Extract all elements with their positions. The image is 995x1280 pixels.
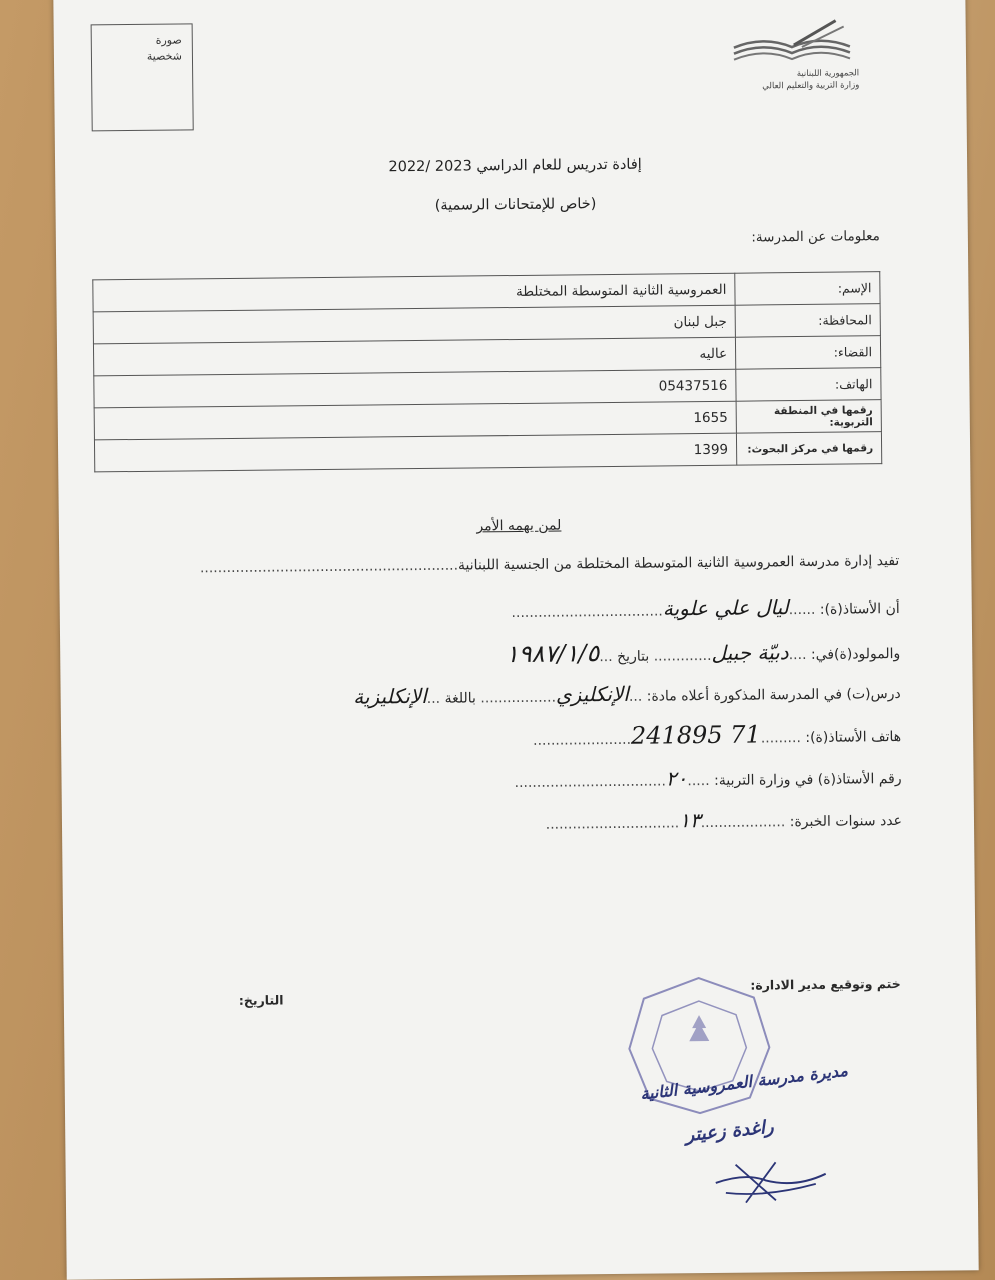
- governorate-label: المحافظة:: [735, 304, 880, 338]
- teaching-language: الإنكليزية: [353, 683, 427, 709]
- director-name: راغدة زعيتر: [684, 1116, 775, 1147]
- photo-label-line1: صورة: [155, 33, 182, 47]
- logo-line2: وزارة التربية والتعليم العالي: [762, 80, 860, 92]
- born-date: ١٩٨٧/١/٥: [505, 639, 600, 669]
- teacher-name: ليال علي علوية: [662, 595, 789, 621]
- document-title: إفادة تدريس للعام الدراسي 2023 /2022: [388, 156, 642, 176]
- photo-label-line2: شخصية: [146, 49, 183, 63]
- intro-line: تفيد إدارة مدرسة العمروسية الثانية المتوسطة المختلطة من الجنسية اللبنانية..........................................................: [199, 552, 900, 577]
- handwritten-signature-icon: [705, 1152, 836, 1213]
- ministry-number-label: رقم الأستاذ(ة) في وزارة التربية:: [713, 770, 902, 789]
- experience-line: عدد سنوات الخبرة: ...................١٣..............................: [545, 808, 903, 833]
- district-label: القضاء:: [735, 336, 880, 370]
- ministry-logo: [724, 16, 860, 107]
- governorate-value: جبل لبنان: [93, 305, 735, 344]
- date-label: التاريخ:: [238, 992, 284, 1008]
- education-zone-number-value: 1655: [94, 401, 736, 440]
- director-title: مديرة مدرسة العمروسية الثانية: [639, 1060, 849, 1104]
- table-row: [94, 432, 881, 472]
- teacher-phone-label: هاتف الأستاذ(ة):: [805, 728, 902, 746]
- ministry-number-line: رقم الأستاذ(ة) في وزارة التربية: .....٢٠..................................: [514, 766, 902, 792]
- document-subtitle: (خاص للإمتحانات الرسمية): [434, 196, 597, 214]
- school-info-heading: معلومات عن المدرسة:: [751, 228, 880, 246]
- district-value: عاليه: [93, 337, 735, 376]
- school-name-value: العمروسية الثانية المتوسطة المختلطة: [93, 273, 735, 312]
- intro-text: تفيد إدارة مدرسة العمروسية الثانية المتوسطة المختلطة من الجنسية اللبنانية: [457, 552, 900, 574]
- logo-line1: الجمهورية اللبنانية: [796, 68, 860, 80]
- document-page: [53, 0, 978, 1280]
- ministry-number: ٢٠: [665, 766, 688, 791]
- letter-subject: لمن يهمه الأمر: [476, 517, 562, 535]
- date-of-birth-label: بتاريخ: [617, 648, 650, 665]
- experience-label: عدد سنوات الخبرة:: [789, 812, 903, 831]
- birth-line: والمولود(ة)في: ....دبيّة جبيل............. بتاريخ ...١٩٨٧/١/٥: [505, 639, 901, 669]
- education-zone-number-label: رقمها في المنطقة التربوية:: [736, 400, 881, 434]
- experience-years: ١٣: [679, 808, 701, 833]
- subject-taught: الإنكليزي: [555, 681, 629, 707]
- director-signature-label: ختم وتوقيع مدير الادارة:: [750, 975, 901, 993]
- born-place: دبيّة جبيل: [711, 640, 789, 665]
- taught-line: درس(ت) في المدرسة المذكورة أعلاه مادة: ...الإنكليزي................. باللغة ...الإنكليزية: [353, 681, 901, 709]
- photo-box: [91, 23, 194, 131]
- language-label: باللغة: [444, 690, 476, 707]
- open-book-icon: [724, 16, 860, 67]
- phone-label: الهاتف:: [736, 368, 881, 402]
- born-label: والمولود(ة)في:: [810, 645, 901, 663]
- teacher-label: أن الأستاذ(ة):: [819, 600, 900, 618]
- school-name-label: الإسم:: [735, 272, 880, 306]
- teacher-line: أن الأستاذ(ة): ......ليال علي علوية..................................: [511, 595, 900, 622]
- taught-label: درس(ت) في المدرسة المذكورة أعلاه مادة:: [646, 685, 901, 705]
- research-center-number-value: 1399: [94, 433, 736, 472]
- phone-value: 05437516: [94, 369, 736, 408]
- teacher-phone: 71 241895: [630, 720, 761, 750]
- teacher-phone-line: هاتف الأستاذ(ة): .........71 241895......................: [533, 720, 902, 750]
- research-center-number-label: رقمها في مركز البحوث:: [736, 432, 881, 466]
- school-info-table: [92, 271, 882, 472]
